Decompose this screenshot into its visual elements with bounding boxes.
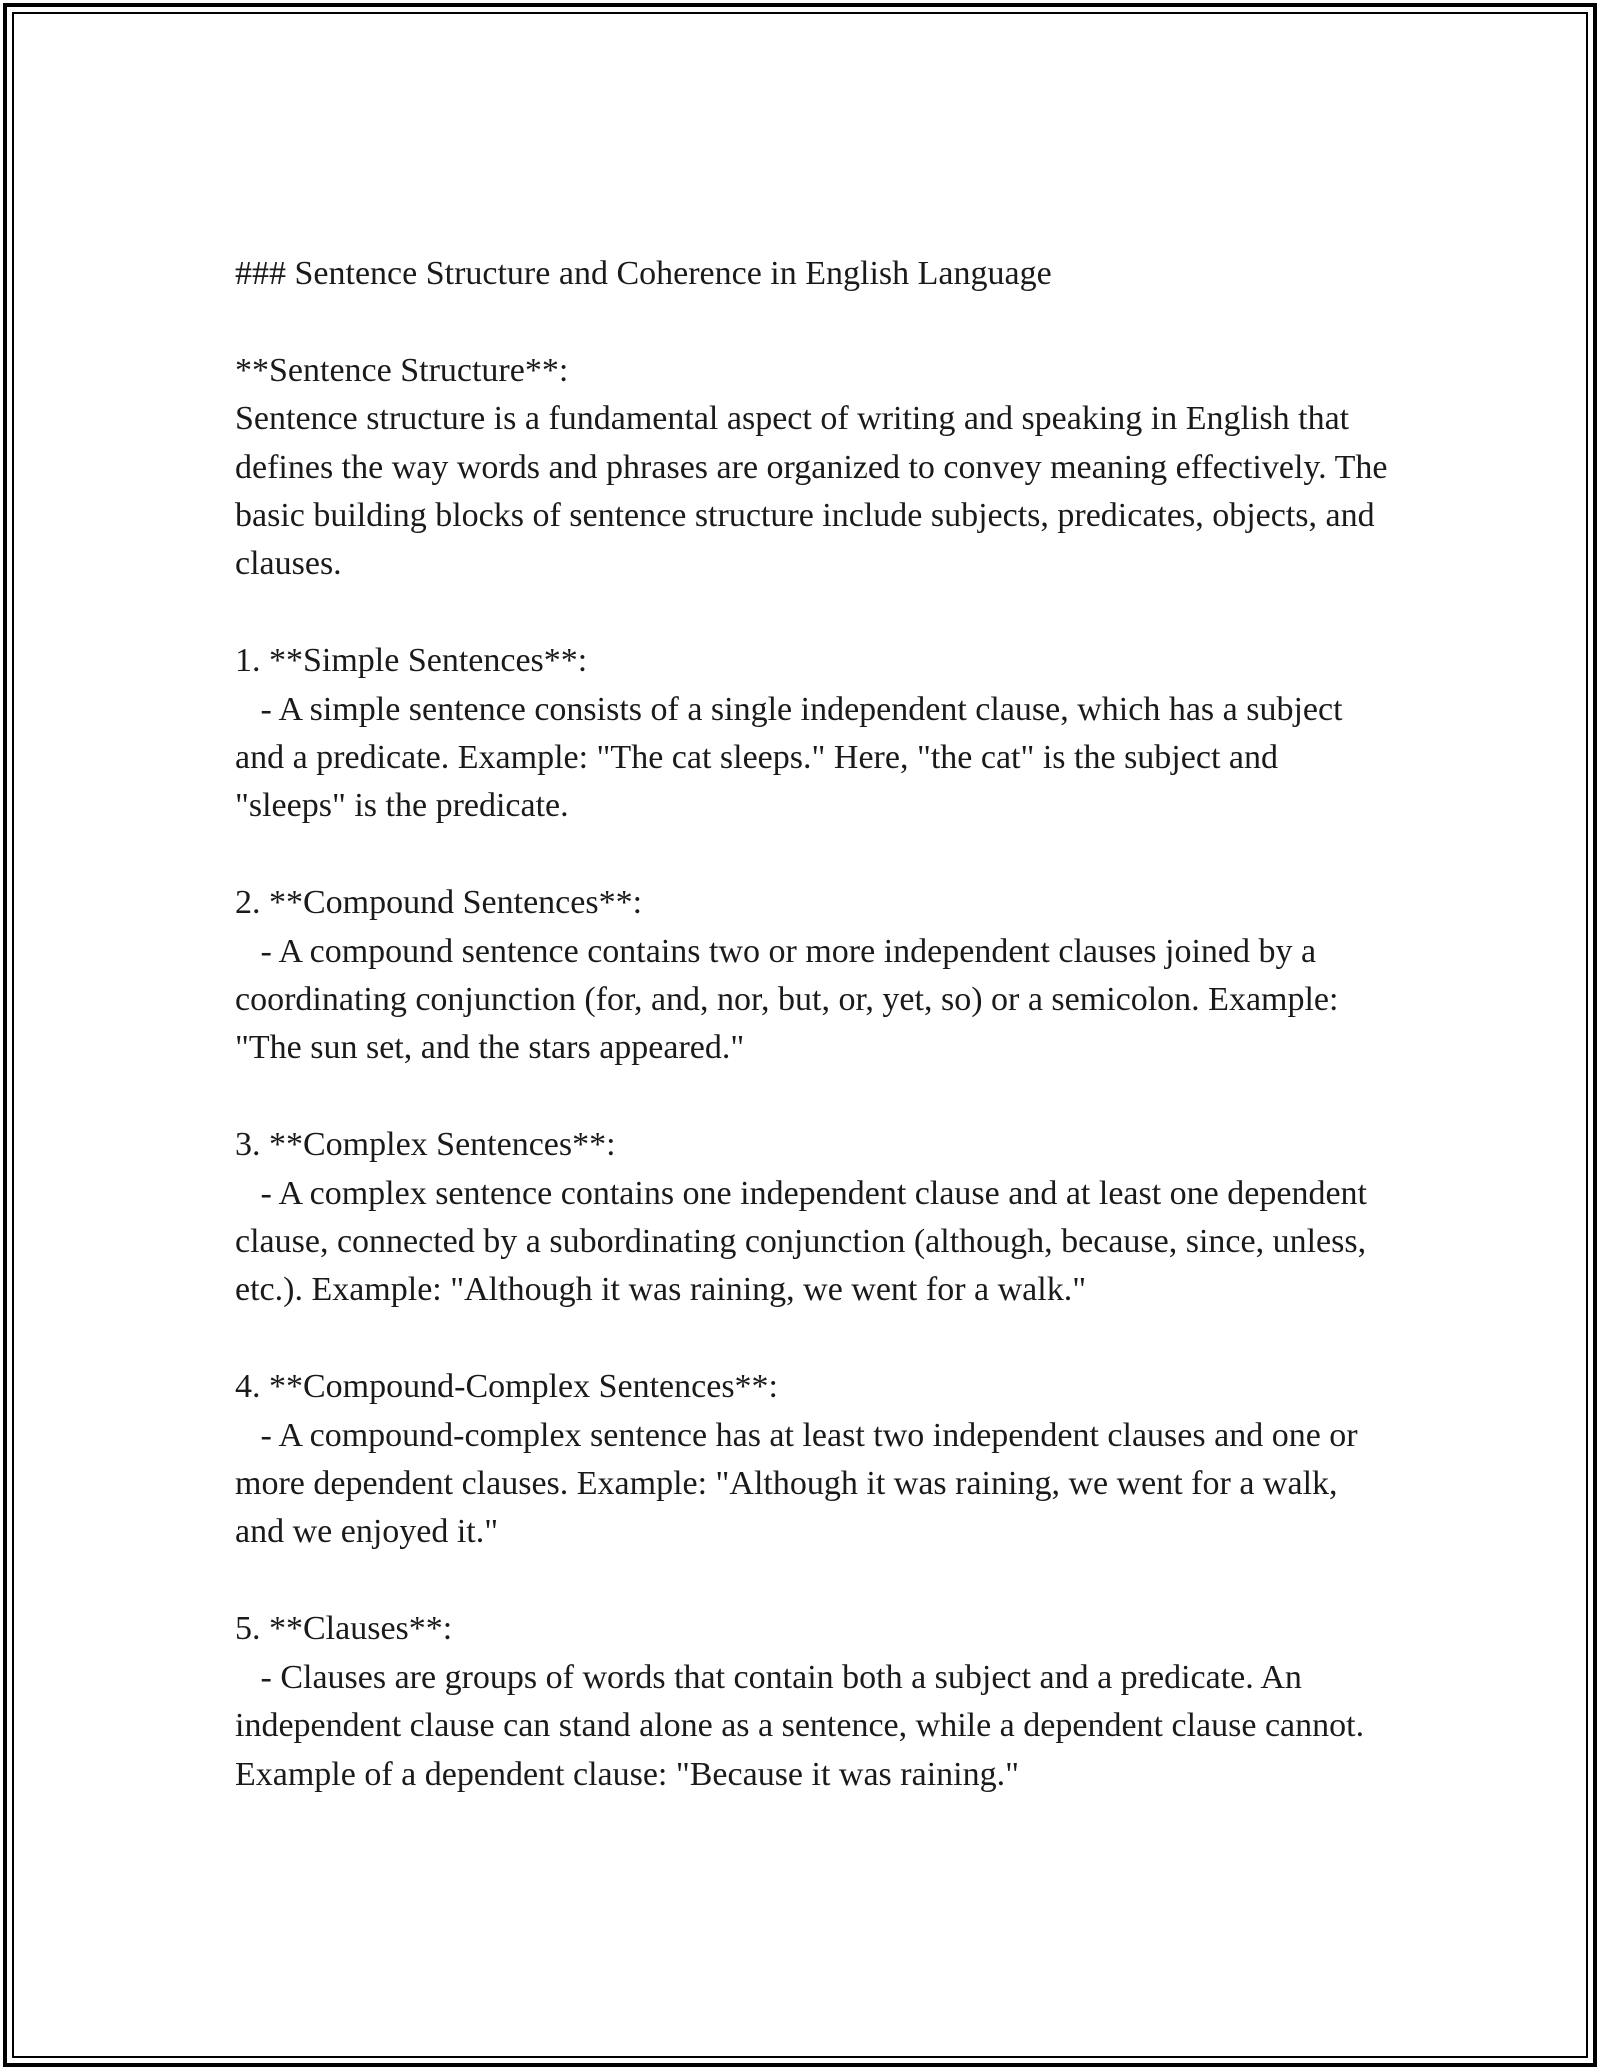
section-body-compound-complex: - A compound-complex sentence has at least two independent clauses and one or more dependent clauses. Example: "Although it was raining, we went for a walk, and we enjoyed it."	[235, 1416, 1367, 1551]
section-body-compound: - A compound sentence contains two or more independent clauses joined by a coordinating conjunction (for, and, nor, but, or, yet, so) or a semicolon. Example: "The sun set, and the stars appeared."	[235, 932, 1347, 1067]
section-title-compound: 2. **Compound Sentences**:	[235, 884, 643, 922]
spacer	[235, 298, 1395, 346]
section-title-complex: 3. **Complex Sentences**:	[235, 1126, 616, 1164]
section-title-compound-complex: 4. **Compound-Complex Sentences**:	[235, 1368, 779, 1406]
section-title-clauses: 5. **Clauses**:	[235, 1610, 453, 1648]
document-body	[235, 250, 1395, 1799]
intro-label: **Sentence Structure**:	[235, 351, 569, 389]
intro-paragraph: Sentence structure is a fundamental aspect of writing and speaking in English that defines the way words and phrases are organized to convey meaning effectively. The basic building blocks of sentence structure include subjects, predicates, objects, and clauses.	[235, 400, 1396, 583]
spacer	[235, 1315, 1395, 1363]
section-body-complex: - A complex sentence contains one independent clause and at least one dependent clause, connected by a subordinating conjunction (although, because, since, unless, etc.). Example: "Although it was raining, we went for a walk."	[235, 1174, 1376, 1309]
section-title-simple: 1. **Simple Sentences**:	[235, 642, 588, 680]
spacer	[235, 589, 1395, 637]
spacer	[235, 1073, 1395, 1121]
section-body-clauses: - Clauses are groups of words that contain both a subject and a predicate. An independent clause can stand alone as a sentence, while a dependent clause cannot. Example of a dependent clause: "Because it was raining."	[235, 1658, 1373, 1793]
spacer	[235, 1557, 1395, 1605]
spacer	[235, 831, 1395, 879]
document-heading: ### Sentence Structure and Coherence in English Language	[235, 255, 1052, 292]
section-body-simple: - A simple sentence consists of a single independent clause, which has a subject and a predicate. Example: "The cat sleeps." Here, "the cat" is the subject and "sleeps" is the predicate.	[235, 690, 1352, 825]
